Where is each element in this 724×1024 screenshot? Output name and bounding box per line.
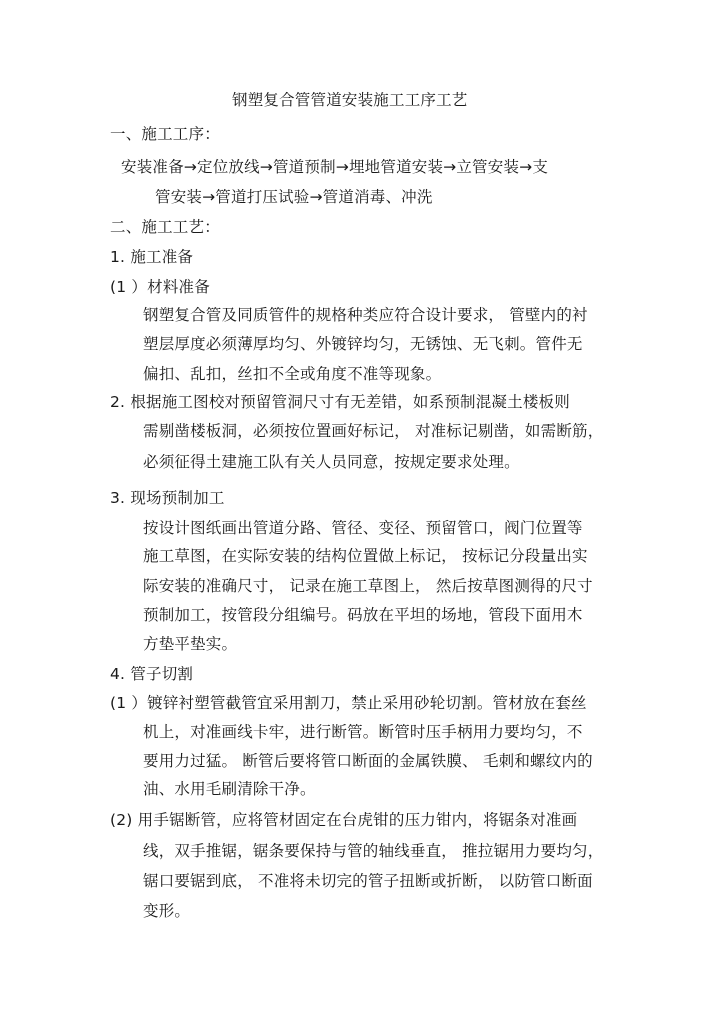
item-heading: (1 ）镀锌衬塑管截管宜采用割刀，禁止采用砂轮切割。管材放在套丝: [110, 694, 587, 712]
paragraph-line: 按设计图纸画出管道分路、管径、变径、预留管口，阀门位置等: [143, 519, 583, 537]
paragraph-line: 必须征得土建施工队有关人员同意，按规定要求处理。: [143, 453, 520, 471]
process-flow-line: 安装准备→定位放线→管道预制→埋地管道安装→立管安装→支: [121, 158, 549, 176]
paragraph-line: 钢塑复合管及同质管件的规格种类应符合设计要求， 管壁内的衬: [143, 306, 588, 324]
paragraph-line: 机上，对准画线卡牢，进行断管。断管时压手柄用力要均匀，不: [143, 723, 583, 741]
paragraph-line: 需剔凿楼板洞，必须按位置画好标记， 对准标记剔凿，如需断筋，: [143, 422, 604, 440]
document-title: 钢塑复合管管道安装施工工序工艺: [232, 91, 468, 109]
section-heading-technique: 二、施工工艺：: [110, 218, 220, 236]
section-heading-process: 一、施工工序：: [110, 125, 220, 143]
paragraph-line: 施工草图，在实际安装的结构位置做上标记， 按标记分段量出实: [143, 547, 588, 565]
paragraph-line: 塑层厚度必须薄厚均匀、外镀锌均匀，无锈蚀、无飞刺。管件无: [143, 335, 583, 353]
paragraph-line: 预制加工，按管段分组编号。码放在平坦的场地，管段下面用木: [143, 606, 583, 624]
paragraph-line: 锯口要锯到底， 不准将未切完的管子扭断或折断， 以防管口断面: [143, 872, 593, 890]
subsection-heading: 1. 施工准备: [110, 248, 194, 266]
paragraph-line: 变形。: [143, 902, 191, 920]
item-heading: (2) 用手锯断管，应将管材固定在台虎钳的压力钳内，将锯条对准画: [110, 811, 578, 829]
paragraph-line: 线，双手推锯，锯条要保持与管的轴线垂直， 推拉锯用力要均匀，: [143, 842, 604, 860]
item-heading: (1 ）材料准备: [110, 278, 210, 296]
paragraph-line: 方垫平垫实。: [143, 635, 238, 653]
subsection-heading: 3. 现场预制加工: [110, 489, 225, 507]
paragraph-line: 要用力过猛。 断管后要将管口断面的金属铁膜、 毛刺和螺纹内的: [143, 752, 593, 770]
paragraph-line: 际安装的准确尺寸， 记录在施工草图上， 然后按草图测得的尺寸: [143, 577, 593, 595]
paragraph-line: 偏扣、乱扣，丝扣不全或角度不准等现象。: [143, 365, 442, 383]
subsection-heading: 4. 管子切割: [110, 665, 194, 683]
process-flow-line: 管安装→管道打压试验→管道消毒、冲洗: [155, 188, 433, 206]
paragraph-line: 2. 根据施工图校对预留管洞尺寸有无差错，如系预制混凝土楼板则: [110, 393, 570, 411]
paragraph-line: 油、水用毛刷清除干净。: [143, 780, 316, 798]
